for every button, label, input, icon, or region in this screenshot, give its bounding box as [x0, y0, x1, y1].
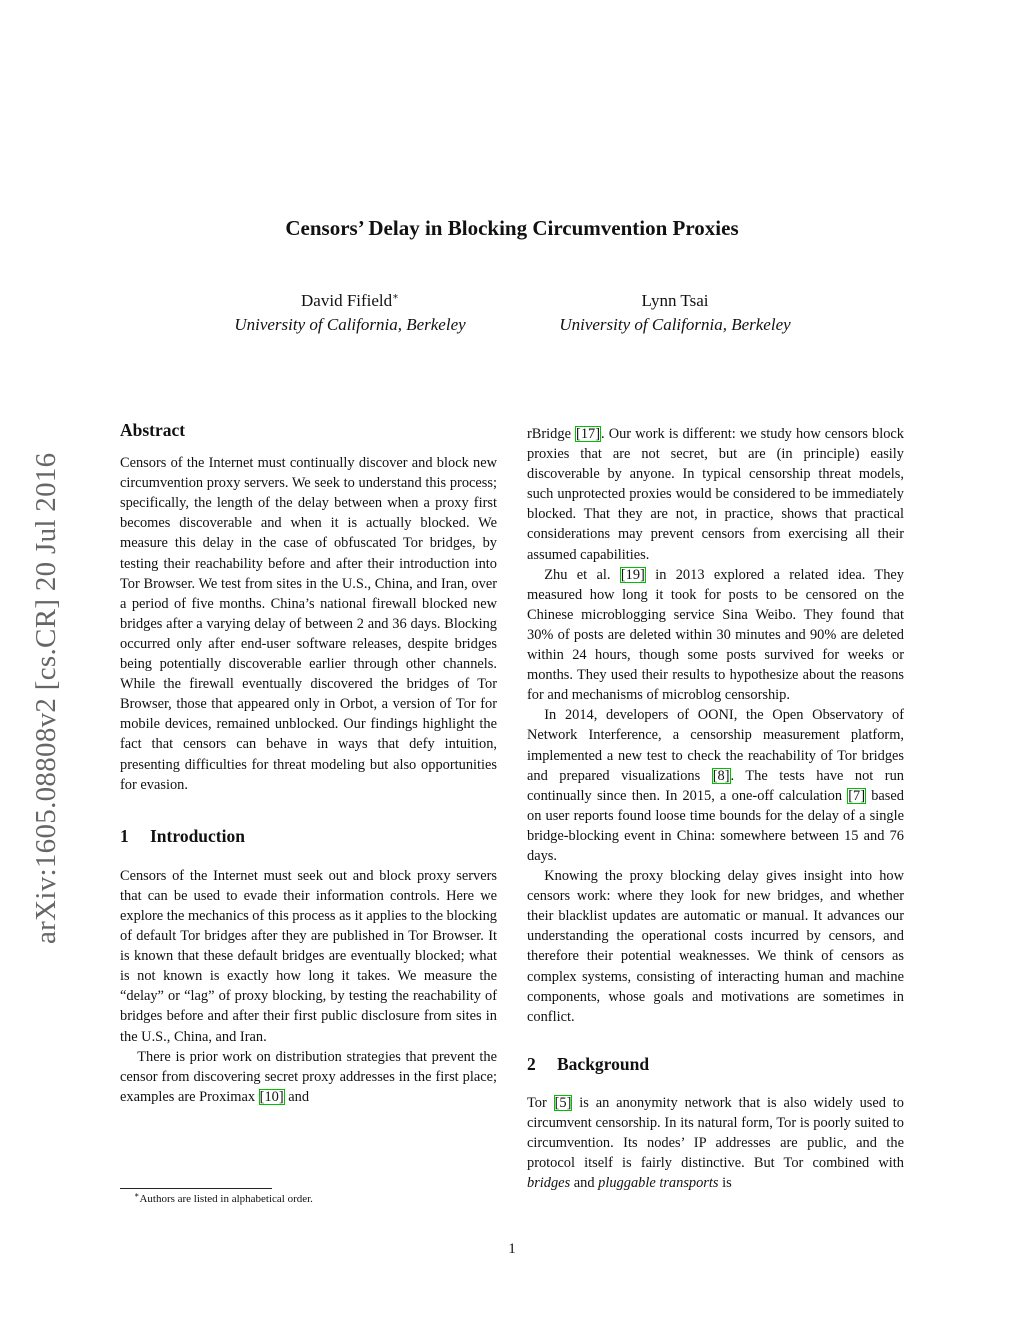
author-block-1 — [200, 289, 500, 337]
citation-link-ooni[interactable]: [8] — [712, 767, 730, 784]
author-name-line — [200, 289, 500, 313]
footnote — [134, 1190, 313, 1205]
section-title: Background — [557, 1053, 650, 1074]
abstract-text: Censors of the Internet must continually discover and block new circumvention proxy servers. We seek to understand this process; specifically, the length of the delay between when a proxy first becomes discoverable and when it is actually blocked. We measure this delay in the case of obfuscated Tor bridges, by testing their reachability before and after their introduction into Tor Browser. We test from sites in the U.S., China, and Iran, over a period of five months. China’s national firewall blocked new bridges after a varying delay of between 2 and 36 days. Blocking occurred only after end-user software releases, despite bridges being potentially discoverable earlier through other channels. While the firewall eventually discovered the bridges of Tor Browser, those that appeared only in Orbot, a version of Tor for mobile devices, remained unblocked. Our findings highlight the fact that censors can behave in ways that defy intuition, presenting difficulties for threat modeling but also opportunities for evasion. — [120, 455, 497, 793]
author-block-2 — [525, 289, 825, 337]
page-number: 1 — [508, 1241, 516, 1257]
background-paragraph-1: Tor [5] is an anonymity network that is also widely used to circumvent censorship. In its natural form, Tor is poorly suited to circumvention. Its nodes’ IP addresses are public, and the protocol itself is fairly distinctive. But Tor combined with bridges and pluggable transports is — [527, 1094, 904, 1192]
related-work-paragraph-4: Knowing the proxy blocking delay gives insight into how censors work: where they look for new bridges, and whether their blacklist updates are automatic or manual. It advances our understanding the operational costs incurred by censors, and therefore their potential weaknesses. We think of censors as complex systems, consisting of interacting human and machine components, whose goals and motivations are sometimes in conflict. — [527, 868, 904, 1025]
citation-link-rbridge[interactable]: [17] — [576, 426, 601, 442]
author-name-line — [525, 289, 825, 313]
citation-link-zhu[interactable]: [19] — [620, 566, 645, 583]
right-column — [527, 424, 904, 1193]
introduction-paragraph-1: Censors of the Internet must seek out and block proxy servers that can be used to evade their information controls. Here we explore the mechanics of this process as it applies to the blocking of default Tor bridges after they are published in Tor Browser. It is known that these default bridges are eventually blocked; what is not known is exactly how long it takes. We measure the “delay” or “lag” of proxy blocking, by testing the reachability of bridges before and after their first public disclosure from sites in the U.S., China, and Iran. — [120, 867, 497, 1045]
background-heading — [527, 1054, 904, 1074]
related-work-paragraph-1: rBridge [17]. Our work is different: we study how censors block proxies that are not secret, but are (in principle) easily discoverable by anyone. In typical censorship threat models, such unprotected proxies would be considered to be immediately blocked. That they are not, in practice, shows that practical considerations may prevent censors from exercising all their assumed capabilities. — [527, 426, 905, 563]
author-affiliation: University of California, Berkeley — [559, 315, 791, 334]
section-number: 1 — [120, 825, 129, 846]
citation-link-proximax[interactable]: [10] — [259, 1088, 284, 1105]
author-name: Lynn Tsai — [641, 291, 709, 310]
citation-link-tor[interactable]: [5] — [554, 1094, 572, 1111]
section-title: Introduction — [150, 825, 245, 846]
introduction-heading — [120, 826, 497, 846]
related-work-paragraph-2: Zhu et al. [19] in 2013 explored a related idea. They measured how long it took for posts to be censored on the Chinese microblogging service Sina Weibo. They found that 30% of posts are deleted within 30 minutes and 90% are deleted within 24 hours, though some posts survived for weeks or months. They used their results to hypothesize about the reasons for and mechanisms of microblog censorship. — [527, 566, 904, 704]
footnote-divider — [120, 1188, 272, 1189]
related-work-paragraph-3: In 2014, developers of OONI, the Open Observatory of Network Interference, a censorship measurement platform, implemented a new test to check the reachability of Tor bridges and prepared visualizations [8]. The tests have not run continually since then. In 2015, a one-off calculation [7] based on user reports found loose time bounds for the delay of a single bridge-blocking event in China: somewhere between 15 and 76 days. — [527, 707, 904, 864]
footnote-mark: ∗ — [134, 1190, 140, 1200]
section-number: 2 — [527, 1053, 536, 1074]
introduction-paragraph-2: There is prior work on distribution strategies that prevent the censor from discovering secret proxy addresses in the first place; examples are Proximax [10] and — [120, 1048, 497, 1105]
paper-title: Censors’ Delay in Blocking Circumvention Proxies — [285, 216, 739, 240]
citation-link-calculation[interactable]: [7] — [848, 787, 866, 804]
arxiv-identifier-stamp: arXiv:1605.08808v2 [cs.CR] 20 Jul 2016 — [30, 452, 62, 944]
abstract-heading: Abstract — [120, 420, 186, 440]
left-column — [120, 420, 497, 1107]
author-name: David Fifield — [301, 291, 393, 310]
author-footnote-mark: ∗ — [392, 291, 399, 303]
author-affiliation: University of California, Berkeley — [234, 315, 466, 334]
footnote-text: Authors are listed in alphabetical order. — [139, 1193, 313, 1205]
